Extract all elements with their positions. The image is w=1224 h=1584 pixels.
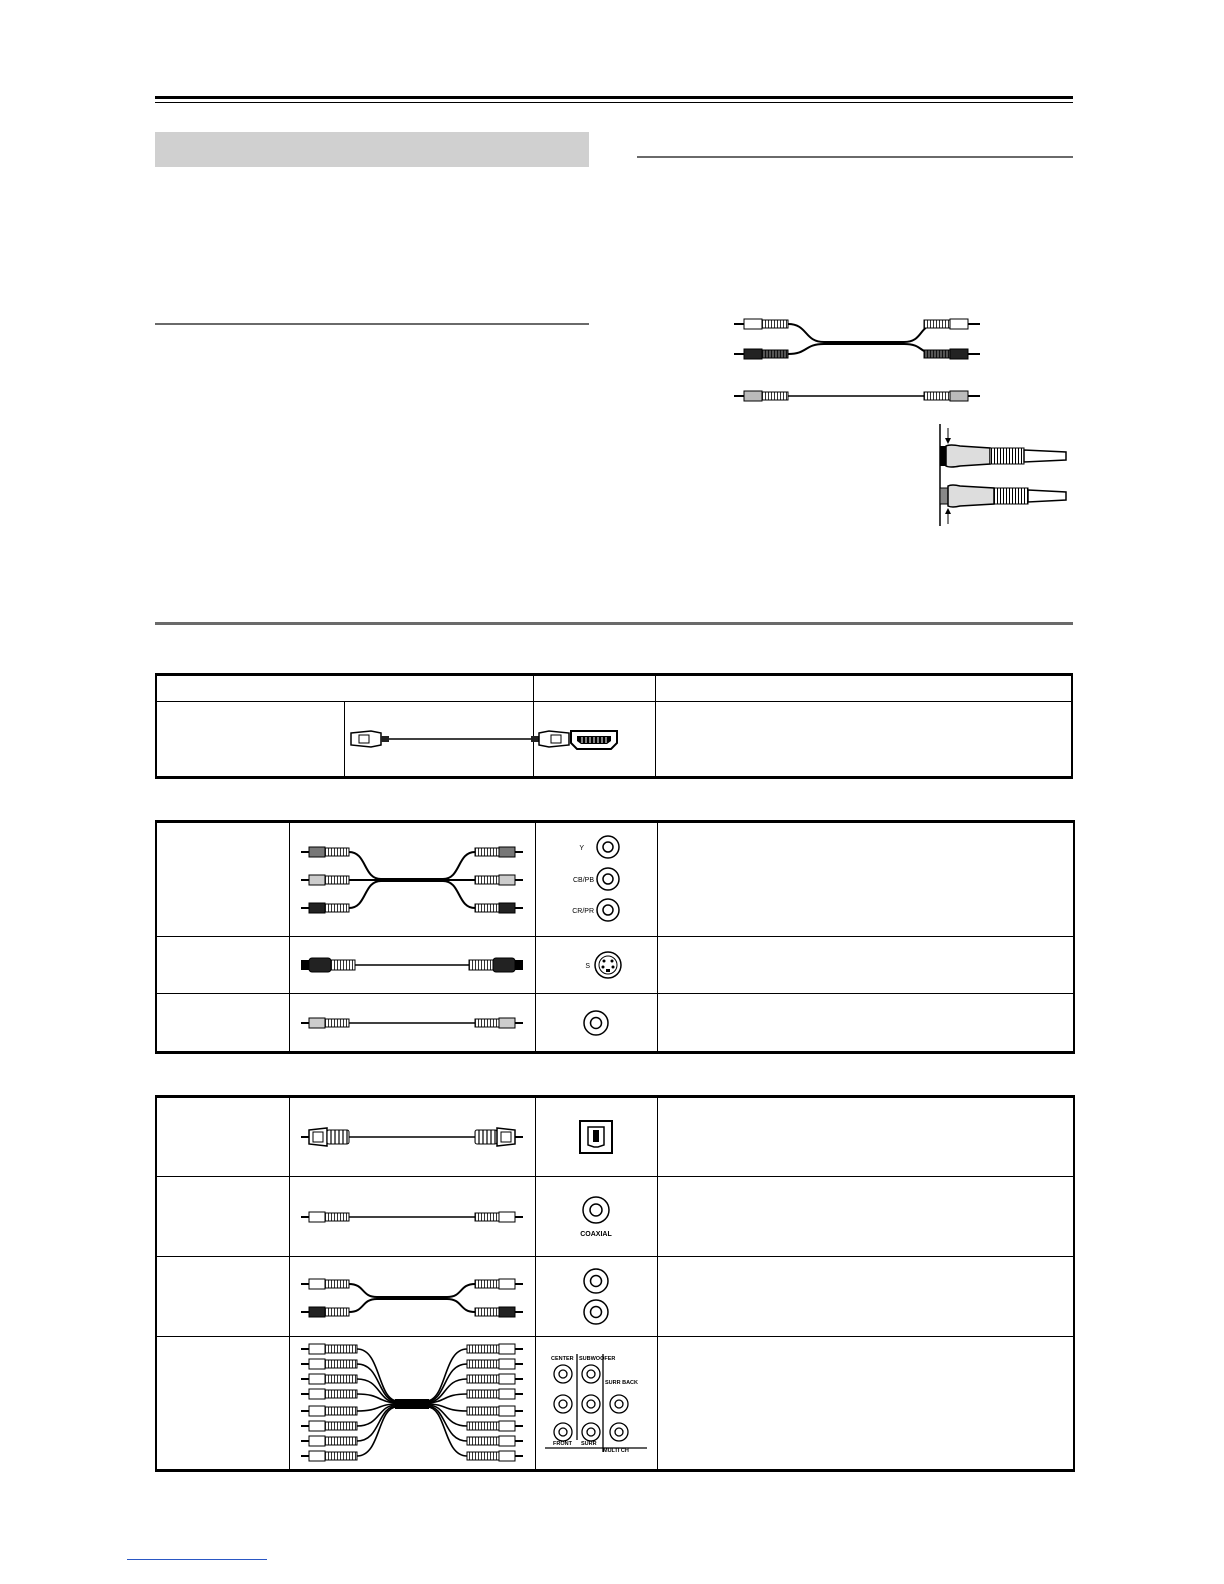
cable-picture-cell <box>289 1177 535 1257</box>
hdmi-jack-icon <box>569 727 619 751</box>
jack-cell <box>535 1337 657 1471</box>
cable-name-cell <box>156 1257 289 1337</box>
description-cell <box>657 1097 1074 1177</box>
header-cable <box>156 675 533 702</box>
table-row-coaxial-digital <box>156 1177 1074 1257</box>
rca-stereo-cable-illustration <box>734 319 980 359</box>
optical-cable-icon <box>297 1122 527 1152</box>
label-surr-back: SURR BACK <box>605 1380 638 1386</box>
table-row-analog-audio <box>156 1257 1074 1337</box>
header-description <box>655 675 1072 702</box>
cable-name-cell <box>156 937 289 994</box>
analog-audio-cable-icon <box>297 1272 527 1322</box>
description-cell <box>657 1177 1074 1257</box>
top-rule-thin <box>155 102 1073 103</box>
jack-label-y: Y <box>579 844 584 852</box>
hdmi-connection-table <box>155 673 1073 779</box>
description-cell <box>655 702 1072 778</box>
label-surr: SURR <box>581 1441 597 1447</box>
description-cell <box>657 1337 1074 1471</box>
label-multi-ch: MULTI CH <box>603 1448 629 1454</box>
cable-name-cell <box>156 994 289 1053</box>
s-video-jack-icon <box>556 948 636 982</box>
cable-name-cell <box>156 822 289 937</box>
table-header-row <box>156 675 1072 702</box>
s-video-cable-icon <box>297 955 527 975</box>
rca-cable-illustration <box>728 310 998 406</box>
cable-picture-cell <box>289 1257 535 1337</box>
label-subwoofer: SUBWOOFER <box>579 1356 616 1362</box>
table-row-optical-digital <box>156 1097 1074 1177</box>
component-video-jack-icon <box>556 830 636 930</box>
coaxial-cable-icon <box>297 1207 527 1227</box>
composite-video-cable-icon <box>297 1013 527 1033</box>
description-cell <box>657 994 1074 1053</box>
subsection-rule-right <box>637 156 1073 158</box>
jack-label-s: S <box>585 963 590 970</box>
cable-name-cell <box>156 1177 289 1257</box>
subsection-rule-left <box>155 323 589 325</box>
cable-name-cell <box>156 1337 289 1471</box>
coaxial-jack-icon <box>556 1192 636 1242</box>
analog-audio-jack-icon <box>556 1265 636 1329</box>
section-banner <box>155 132 589 167</box>
multichannel-jack-panel-icon <box>541 1348 651 1458</box>
cable-picture-cell <box>289 822 535 937</box>
jack-cell <box>535 1177 657 1257</box>
component-video-cable-icon <box>297 837 527 923</box>
jack-label-cr: CR/PR <box>572 907 594 915</box>
audio-connection-table <box>155 1095 1075 1472</box>
description-cell <box>657 1257 1074 1337</box>
video-connection-table <box>155 820 1075 1054</box>
description-cell <box>657 822 1074 937</box>
cable-name-cell <box>156 1097 289 1177</box>
jack-cell <box>535 994 657 1053</box>
table-row-multichannel-analog <box>156 1337 1074 1471</box>
description-cell <box>657 937 1074 994</box>
table-row-composite-video <box>156 994 1074 1053</box>
cable-picture-cell <box>289 1337 535 1471</box>
section-rule-full <box>155 622 1073 625</box>
table-row-s-video <box>156 937 1074 994</box>
table-row-hdmi <box>156 702 1072 778</box>
jack-cell <box>535 822 657 937</box>
cable-picture-cell <box>289 937 535 994</box>
table-row-component-video <box>156 822 1074 937</box>
top-rule <box>155 96 1073 99</box>
cable-name-cell <box>156 702 345 778</box>
coaxial-label: COAXIAL <box>580 1230 612 1238</box>
label-front: FRONT <box>553 1441 572 1447</box>
jack-label-cb: CB/PB <box>572 876 594 884</box>
jack-cell <box>535 937 657 994</box>
composite-video-jack-icon <box>556 1006 636 1040</box>
cable-picture-cell <box>289 1097 535 1177</box>
cable-picture-cell <box>289 994 535 1053</box>
footer-link-underline[interactable] <box>127 1559 267 1560</box>
plug-insertion-illustration <box>930 424 1072 536</box>
multichannel-cable-icon <box>297 1341 527 1465</box>
rca-mono-cable-illustration <box>734 391 980 401</box>
jack-cell <box>535 1257 657 1337</box>
optical-jack-icon <box>576 1117 616 1157</box>
header-jack <box>533 675 655 702</box>
cable-picture-cell <box>345 702 534 778</box>
label-center: CENTER <box>551 1356 574 1362</box>
jack-cell <box>535 1097 657 1177</box>
